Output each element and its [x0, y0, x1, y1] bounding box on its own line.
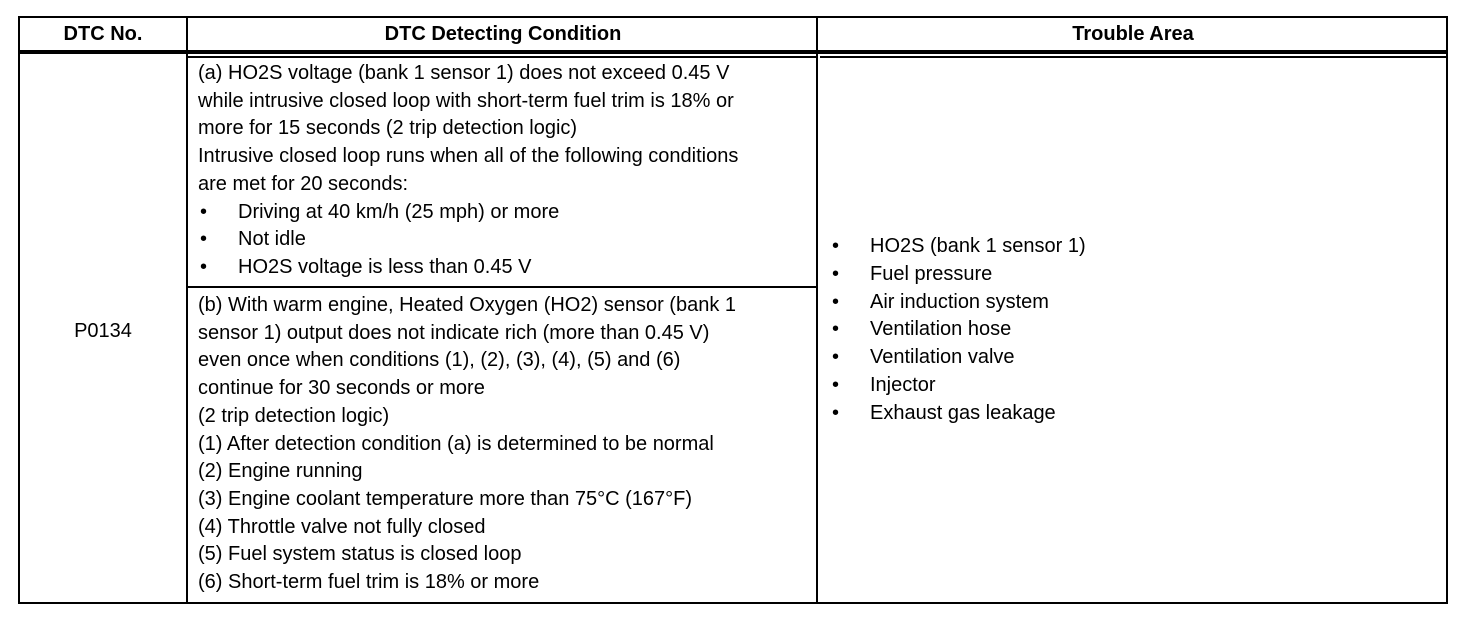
condition-b-line: (2) Engine running [198, 460, 363, 483]
bullet-icon: • [832, 401, 840, 424]
condition-a-bullet [198, 254, 738, 282]
trouble-area-text: Injector [870, 373, 936, 396]
bullet-text: Not idle [238, 228, 306, 251]
bullet-icon: • [832, 346, 840, 369]
condition-b-line: even once when conditions (1), (2), (3), (4), (5) and (6) [198, 349, 681, 372]
row-divider [188, 56, 816, 58]
condition-divider [188, 286, 816, 288]
condition-a-bullet [198, 226, 738, 254]
condition-a [198, 60, 738, 282]
trouble-area-item [828, 261, 1086, 289]
condition-b-line: (3) Engine coolant temperature more than 75°C (167°F) [198, 487, 693, 510]
dtc-code: P0134 [74, 320, 132, 342]
trouble-area-text: Ventilation hose [870, 318, 1012, 341]
bullet-text: Driving at 40 km/h (25 mph) or more [238, 200, 560, 223]
trouble-area-item [828, 289, 1086, 317]
header-dtc-no: DTC No. [63, 23, 143, 45]
bullet-icon: • [832, 290, 840, 313]
condition-b-line: sensor 1) output does not indicate rich (more than 0.45 V) [198, 321, 710, 344]
condition-a-line: more for 15 seconds (2 trip detection logic) [198, 117, 578, 140]
trouble-area-item [828, 233, 1086, 261]
trouble-area-list [828, 233, 1086, 428]
trouble-area-text: Air induction system [870, 290, 1049, 313]
trouble-area-item [828, 316, 1086, 344]
bullet-icon: • [200, 200, 208, 223]
table-header [20, 18, 1446, 52]
condition-b-line: (5) Fuel system status is closed loop [198, 543, 522, 566]
trouble-area-item [828, 372, 1086, 400]
condition-a-bullet [198, 199, 738, 227]
trouble-area-item [828, 400, 1086, 428]
condition-a-line: Intrusive closed loop runs when all of the following conditions [198, 145, 739, 168]
condition-b-line: continue for 30 seconds or more [198, 377, 485, 400]
bullet-icon: • [832, 262, 840, 285]
row-divider [820, 56, 1446, 58]
condition-b-line: (1) After detection condition (a) is determined to be normal [198, 432, 714, 455]
condition-a-line: are met for 20 seconds: [198, 172, 409, 195]
bullet-icon: • [200, 228, 208, 251]
bullet-text: HO2S voltage is less than 0.45 V [238, 255, 532, 278]
column-divider [816, 18, 818, 602]
trouble-area-item [828, 344, 1086, 372]
row-divider [20, 52, 1446, 54]
trouble-area-text: Ventilation valve [870, 346, 1015, 369]
condition-b-line: (6) Short-term fuel trim is 18% or more [198, 571, 540, 594]
condition-a-line: while intrusive closed loop with short-term fuel trim is 18% or [198, 89, 734, 112]
bullet-icon: • [832, 235, 840, 257]
condition-a-line: (a) HO2S voltage (bank 1 sensor 1) does not exceed 0.45 V [198, 62, 730, 84]
column-divider [186, 18, 188, 602]
bullet-icon: • [832, 373, 840, 396]
trouble-area-text: HO2S (bank 1 sensor 1) [870, 235, 1086, 257]
header-trouble-area: Trouble Area [1072, 23, 1194, 45]
trouble-area-text: Exhaust gas leakage [870, 401, 1056, 424]
bullet-icon: • [200, 255, 208, 278]
condition-b [198, 292, 736, 597]
condition-b-line: (b) With warm engine, Heated Oxygen (HO2) sensor (bank 1 [198, 294, 736, 316]
dtc-table [18, 16, 1448, 604]
header-detecting-condition: DTC Detecting Condition [384, 23, 622, 45]
bullet-icon: • [832, 318, 840, 341]
condition-b-line: (4) Throttle valve not fully closed [198, 515, 486, 538]
trouble-area-text: Fuel pressure [870, 262, 993, 285]
condition-b-line: (2 trip detection logic) [198, 404, 390, 427]
